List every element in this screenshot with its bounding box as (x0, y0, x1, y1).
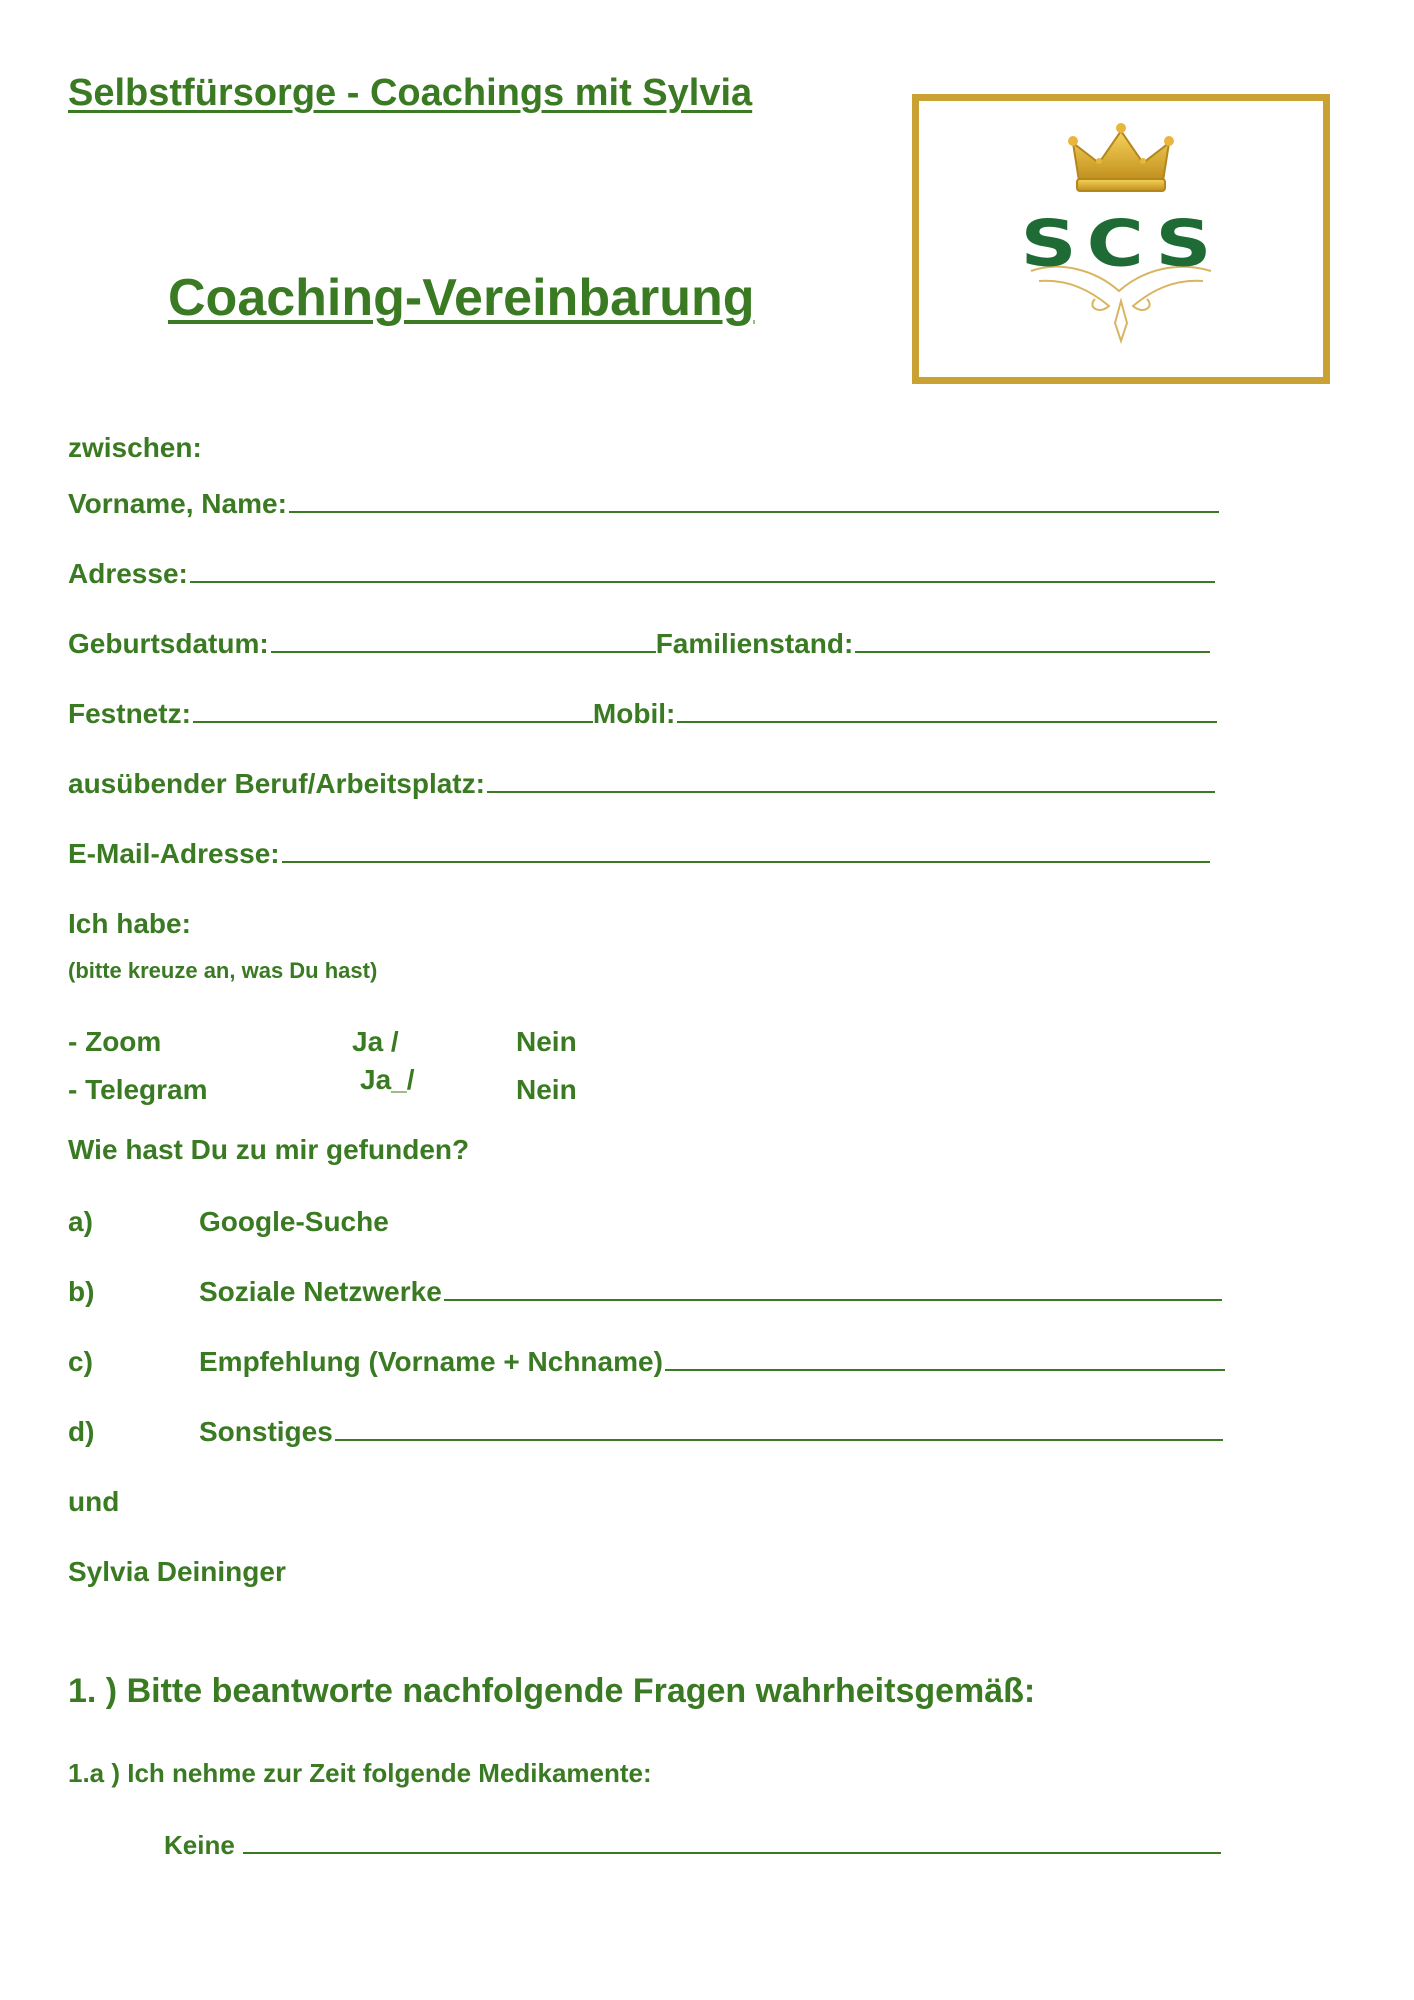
option-recommendation-label: Empfehlung (Vorname + Nchname) (199, 1346, 663, 1377)
telegram-no-option[interactable]: Nein (516, 1074, 577, 1105)
section-heading: 1. ) Bitte beantworte nachfolgende Fragen wahrheitsgemäß: (68, 1672, 1036, 1710)
name-field[interactable] (68, 488, 1219, 520)
between-label: zwischen: (68, 432, 202, 463)
landline-input-line[interactable] (193, 720, 593, 723)
job-input-line[interactable] (487, 790, 1215, 793)
found-question: Wie hast Du zu mir gefunden? (68, 1134, 470, 1165)
zoom-yes-option[interactable]: Ja / (352, 1026, 399, 1057)
option-recommendation[interactable] (199, 1346, 1225, 1378)
email-field[interactable] (68, 838, 1210, 870)
none-label: Keine (164, 1830, 235, 1860)
mobile-input-line[interactable] (677, 720, 1217, 723)
phone-row (68, 698, 1217, 730)
marital-label: Familienstand: (655, 628, 854, 659)
option-marker: a) (68, 1206, 93, 1237)
name-label: Vorname, Name: (68, 488, 287, 519)
coach-name: Sylvia Deininger (68, 1556, 286, 1587)
zoom-no-option[interactable]: Nein (516, 1026, 577, 1057)
option-google[interactable]: Google-Suche (199, 1206, 389, 1237)
job-label: ausübender Beruf/Arbeitsplatz: (68, 768, 485, 799)
have-label: Ich habe: (68, 908, 191, 939)
address-label: Adresse: (68, 558, 188, 589)
medication-none-field[interactable] (164, 1830, 1221, 1861)
organization-title: Selbstfürsorge - Coachings mit Sylvia (68, 72, 753, 114)
job-field[interactable] (68, 768, 1215, 800)
landline-label: Festnetz: (68, 698, 191, 729)
mobile-label: Mobil: (592, 698, 676, 729)
option-marker: d) (68, 1416, 95, 1447)
zoom-label: - Zoom (68, 1026, 162, 1057)
other-input-line[interactable] (335, 1438, 1223, 1441)
address-field[interactable] (68, 558, 1215, 590)
email-label: E-Mail-Adresse: (68, 838, 280, 869)
option-social-label: Soziale Netzwerke (199, 1276, 442, 1307)
birthdate-marital-row (68, 628, 1210, 660)
telegram-yes-option[interactable]: Ja_/ (360, 1064, 415, 1095)
option-social-networks[interactable] (199, 1276, 1222, 1308)
have-hint: (bitte kreuze an, was Du hast) (68, 958, 378, 983)
logo (912, 94, 1330, 384)
telegram-label: - Telegram (68, 1074, 208, 1105)
social-networks-input-line[interactable] (444, 1298, 1222, 1301)
recommendation-input-line[interactable] (665, 1368, 1225, 1371)
medication-question: 1.a ) Ich nehme zur Zeit folgende Medikamente: (68, 1758, 652, 1788)
email-input-line[interactable] (282, 860, 1210, 863)
address-input-line[interactable] (190, 580, 1215, 583)
document-title: Coaching-Vereinbarung (168, 269, 755, 327)
birthdate-label: Geburtsdatum: (68, 628, 269, 659)
option-marker: c) (68, 1346, 93, 1377)
birthdate-input-line[interactable] (271, 650, 656, 653)
and-label: und (68, 1486, 120, 1517)
option-marker: b) (68, 1276, 95, 1307)
medication-input-line[interactable] (243, 1851, 1221, 1854)
marital-input-line[interactable] (855, 650, 1210, 653)
name-input-line[interactable] (289, 510, 1219, 513)
logo-text: SCS (1020, 207, 1222, 281)
option-other[interactable] (199, 1416, 1223, 1448)
option-other-label: Sonstiges (199, 1416, 333, 1447)
